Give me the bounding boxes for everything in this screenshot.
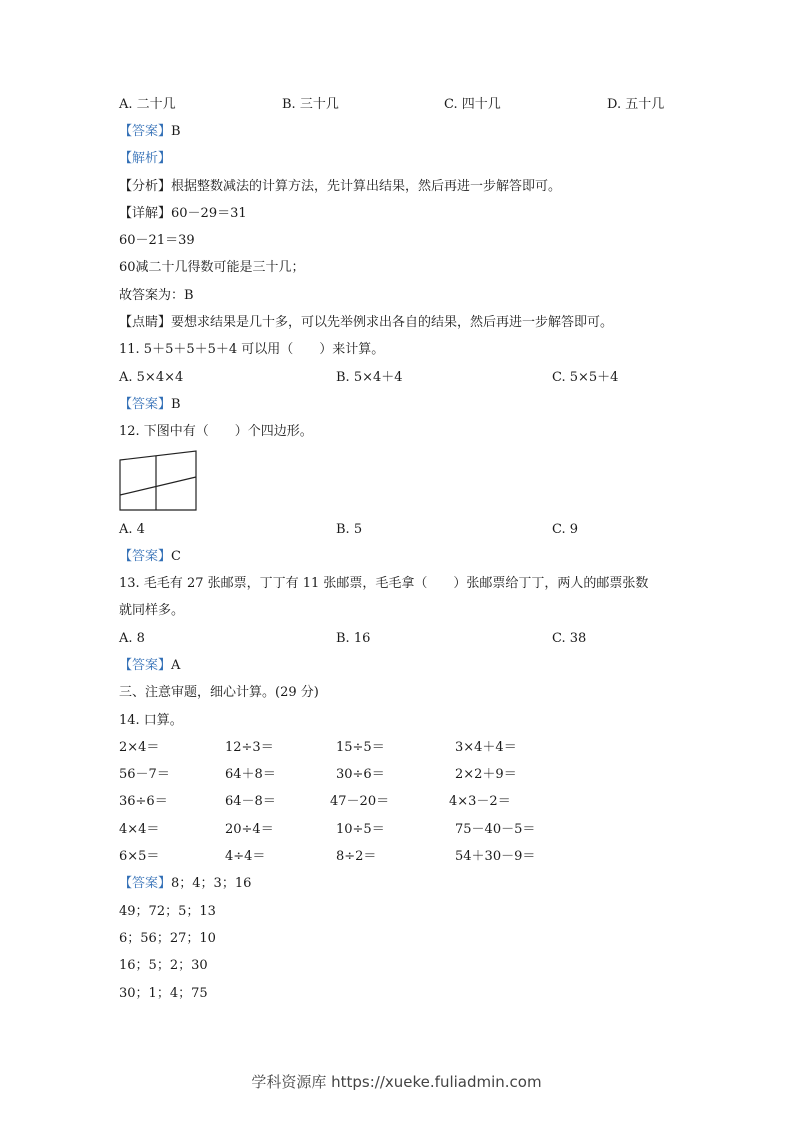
q11-answer	[119, 397, 181, 413]
answer-tag: 【答案】	[119, 549, 172, 564]
calc-item: 2×2＋9＝	[455, 767, 517, 782]
calc-item: 30÷6＝	[336, 767, 385, 782]
answer-line: 6；56；27；10	[119, 931, 216, 946]
analysis-line-2: 60－21＝39	[119, 233, 195, 248]
answer-tag: 【答案】	[119, 124, 172, 139]
answer-line: 30；1；4；75	[119, 986, 208, 1001]
answer-value: C	[171, 549, 181, 564]
xiangjie-line	[119, 206, 247, 222]
calc-item: 56－7＝	[119, 767, 170, 782]
q11-option-c: C. 5×5＋4	[552, 370, 619, 385]
footer-watermark: 学科资源库 https://xueke.fuliadmin.com	[251, 1073, 542, 1091]
figure-diagonal-line	[120, 477, 196, 495]
q12-option-b: B. 5	[336, 522, 363, 537]
answer-line: 8；4；3；16	[171, 876, 252, 891]
section-3-title: 三、注意审题，细心计算。(29 分)	[119, 685, 319, 700]
q11-option-b: B. 5×4＋4	[336, 370, 403, 385]
answer-line: 49；72；5；13	[119, 904, 216, 919]
fenxi-line	[119, 179, 561, 195]
q10-option-d: D. 五十几	[607, 97, 665, 112]
q14-answer	[119, 876, 251, 892]
calc-item: 20÷4＝	[225, 822, 274, 837]
calc-item: 3×4＋4＝	[455, 740, 517, 755]
q12-stem: 12. 下图中有（ ）个四边形。	[119, 424, 313, 439]
dianjing-line	[119, 315, 613, 331]
calc-item: 64＋8＝	[225, 767, 276, 782]
answer-value: B	[171, 397, 181, 412]
answer-tag: 【答案】	[119, 876, 172, 891]
calc-item: 10÷5＝	[336, 822, 385, 837]
q10-option-b: B. 三十几	[282, 97, 339, 112]
calc-item: 36÷6＝	[119, 794, 168, 809]
calc-item: 75－40－5＝	[455, 822, 536, 837]
q14-stem: 14. 口算。	[119, 713, 183, 728]
dianjing-text: 要想求结果是几十多，可以先举例求出各自的结果，然后再进一步解答即可。	[171, 315, 614, 330]
q13-stem-line-1: 13. 毛毛有 27 张邮票，丁丁有 11 张邮票，毛毛拿（ ）张邮票给丁丁，两人的邮票张数	[119, 576, 649, 591]
answer-line: 16；5；2；30	[119, 958, 208, 973]
q10-option-a: A. 二十几	[119, 97, 176, 112]
q10-option-c: C. 四十几	[444, 97, 501, 112]
calc-item: 54＋30－9＝	[455, 849, 536, 864]
calc-item: 4÷4＝	[225, 849, 266, 864]
calc-item: 2×4＝	[119, 740, 160, 755]
q13-option-a: A. 8	[119, 631, 145, 646]
q13-stem-line-2: 就同样多。	[119, 603, 185, 618]
calc-item: 6×5＝	[119, 849, 160, 864]
answer-value: B	[171, 124, 181, 139]
answer-tag: 【答案】	[119, 658, 172, 673]
dianjing-tag: 【点睛】	[119, 315, 172, 330]
xiangjie-tag: 【详解】	[119, 206, 172, 221]
q12-answer	[119, 549, 181, 565]
quadrilateral-figure	[119, 450, 199, 512]
fenxi-text: 根据整数减法的计算方法，先计算出结果，然后再进一步解答即可。	[171, 179, 562, 194]
calc-item: 15÷5＝	[336, 740, 385, 755]
q11-option-a: A. 5×4×4	[119, 370, 184, 385]
figure-outer-shape	[120, 451, 196, 510]
q13-option-c: C. 38	[552, 631, 587, 646]
calc-item: 12÷3＝	[225, 740, 274, 755]
analysis-line-4: 故答案为：B	[119, 288, 194, 303]
calc-item: 8÷2＝	[336, 849, 377, 864]
calc-item: 4×3－2＝	[449, 794, 511, 809]
answer-value: A	[171, 658, 181, 673]
q10-answer	[119, 124, 181, 140]
q13-answer	[119, 658, 180, 674]
answer-tag: 【答案】	[119, 397, 172, 412]
calc-item: 64－8＝	[225, 794, 276, 809]
calc-item: 4×4＝	[119, 822, 160, 837]
analysis-tag: 【解析】	[119, 151, 172, 166]
q11-stem: 11. 5＋5＋5＋5＋4 可以用（ ）来计算。	[119, 342, 385, 357]
q13-option-b: B. 16	[336, 631, 371, 646]
calc-item: 47－20＝	[330, 794, 390, 809]
xiangjie-text: 60－29＝31	[171, 206, 247, 221]
analysis-line-3: 60减二十几得数可能是三十几；	[119, 260, 305, 275]
fenxi-tag: 【分析】	[119, 179, 172, 194]
q12-option-c: C. 9	[552, 522, 579, 537]
q12-option-a: A. 4	[119, 522, 145, 537]
